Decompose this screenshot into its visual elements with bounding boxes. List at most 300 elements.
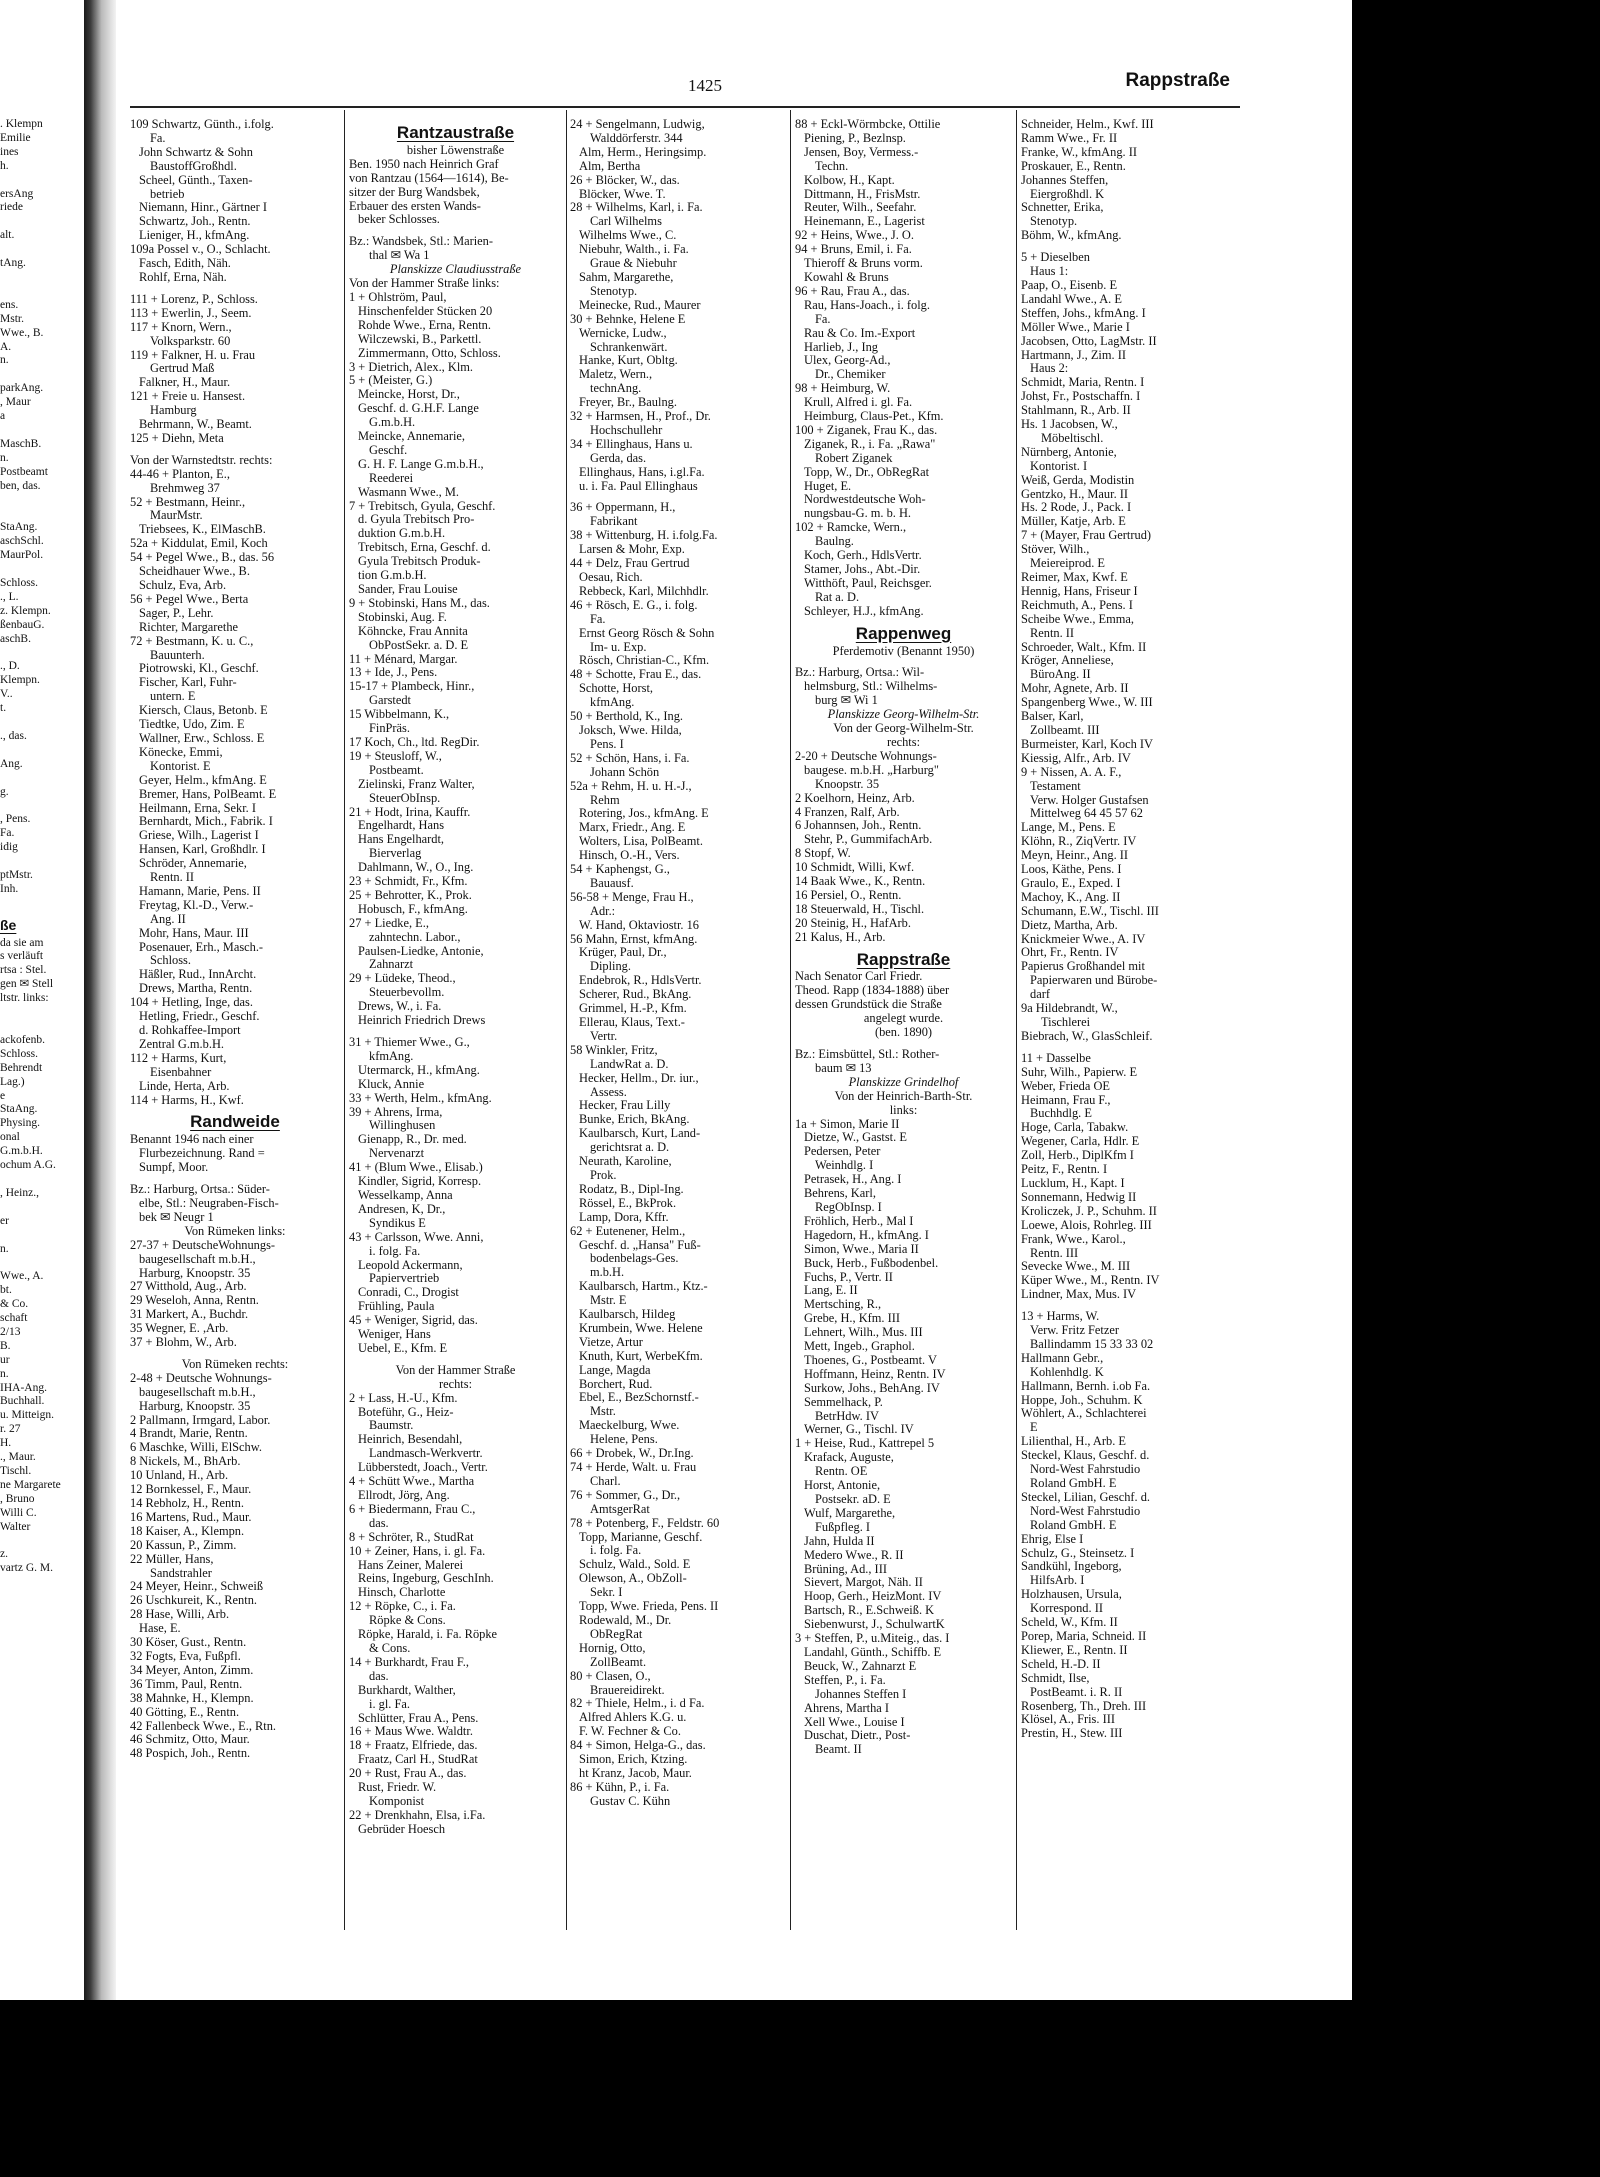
directory-entry-line: Huget, E. [804,479,852,493]
directory-entry-line: Müller, Katje, Arb. E [1021,515,1126,529]
directory-entry-line: u. i. Fa. Paul Ellinghaus [579,479,698,493]
directory-entry-line: 82 + Thiele, Helm., i. d Fa. [570,1697,705,1711]
directory-entry-line: baugesellschaft m.b.H., [139,1252,256,1266]
directory-entry-line: Mett, Ingeb., Graphol. [804,1340,915,1354]
directory-entry-line: Hecker, Hellm., Dr. iur., [579,1071,699,1085]
directory-entry-line: 76 + Sommer, G., Dr., [570,1488,681,1502]
directory-entry-line: Postbeamt. [369,763,424,777]
directory-entry-line: ur [0,1353,10,1366]
directory-entry-line: Schwartz, Joh., Rentn. [139,215,251,229]
directory-entry-line [0,424,82,438]
directory-entry-line: Kiessig, Alfr., Arb. IV [1021,751,1131,765]
directory-entry-line: 16 + Maus Wwe. Waldtr. [349,1725,473,1739]
directory-entry-line: 32 Fogts, Eva, Fußpfl. [130,1649,241,1663]
directory-entry-line: Frank, Wwe., Karol., [1021,1232,1126,1246]
directory-entry-line: Fa. [590,612,606,626]
directory-entry-line: Von der Hammer Straße [395,1363,516,1377]
header-rule [130,106,1240,108]
directory-entry-line: Rösch, Christian-C., Kfm. [579,654,710,668]
directory-entry-line: Horst, Antonie, [804,1479,881,1493]
directory-entry-line: Bartsch, R., E.Schweiß. K [804,1604,935,1618]
directory-entry-line: Joksch, Wwe. Hilda, [579,723,682,737]
directory-entry-line: 6 Maschke, Willi, ElSchw. [130,1441,262,1455]
directory-entry-line: Griese, Wilh., Lagerist I [139,829,259,843]
directory-entry-line [0,215,82,229]
directory-entry-line: 109a Possel v., O., Schlacht. [130,243,271,257]
directory-entry-line: Möbeltischl. [1041,431,1104,445]
directory-entry-line: Verw. Holger Gustafsen [1030,793,1149,807]
directory-entry-line: Pens. I [590,737,624,751]
directory-entry-line: Rau & Co. Im.-Export [804,326,916,340]
directory-entry-line: 39 + Ahrens, Irma, [349,1105,443,1119]
directory-entry-line: Spangenberg Wwe., W. III [1021,696,1153,710]
directory-entry-line: Loos, Käthe, Pens. I [1021,863,1122,877]
directory-entry-line: Kroliczek, J. P., Schuhm. II [1021,1204,1157,1218]
directory-entry-line: 9 + Stobinski, Hans M., das. [349,596,490,610]
directory-entry-line: Ernst Georg Rösch & Sohn [579,626,715,640]
directory-entry-line: 1a + Simon, Marie II [795,1117,900,1131]
directory-entry-line: Rotering, Jos., kfmAng. E [579,807,709,821]
directory-entry-line: Hoffmann, Heinz, Rentn. IV [804,1367,946,1381]
directory-entry-line: Papierus Großhandel mit [1021,960,1145,974]
directory-entry-line: Kindler, Sigrid, Korresp. [358,1175,482,1189]
directory-entry-line: V.. [0,688,13,701]
directory-entry-line: 16 Martens, Rud., Maur. [130,1510,252,1524]
directory-entry-line: Wwe., A. [0,1270,44,1283]
directory-entry-line: technAng. [590,382,642,396]
directory-entry-line: ., D. [0,660,20,673]
directory-entry-line: Boteführ, G., Heiz- [358,1405,454,1419]
directory-entry-line: Scheibe Wwe., Emma, [1021,612,1134,626]
directory-entry-line: Schloss. [150,954,191,968]
directory-entry-line: ersAng [0,187,34,200]
directory-entry-line: Lag.) [0,1075,25,1088]
directory-entry-line: 28 + Wilhelms, Karl, i. Fa. [570,201,703,215]
directory-entry-line: Nord-West Fahrstudio [1030,1504,1141,1518]
directory-entry-line: W. Hand, Oktaviostr. 16 [579,918,699,932]
directory-entry-line: 4 Brandt, Marie, Rentn. [130,1427,248,1441]
directory-entry-line: Rodatz, B., Dipl-Ing. [579,1182,684,1196]
directory-entry-line: links: [889,1103,918,1117]
directory-entry-line: 38 Mahnke, H., Klempn. [130,1691,254,1705]
directory-entry-line [0,855,82,869]
directory-entry-line: 50 + Berthold, K., Ing. [570,710,683,724]
directory-entry-line: Rau, Hans-Joach., i. folg. [804,298,930,312]
directory-entry-line: Larsen & Mohr, Exp. [579,543,685,557]
directory-entry-line: darf [1030,988,1050,1002]
directory-entry-line: von Rantzau (1564—1614), Be- [349,171,509,185]
directory-entry-line: Landmasch-Werkvertr. [369,1447,483,1461]
directory-entry-line: Schulz, G., Steinsetz. I [1021,1546,1135,1560]
directory-entry-line: Bernhardt, Mich., Fabrik. I [139,815,273,829]
directory-entry-line: 112 + Harms, Kurt, [130,1051,227,1065]
directory-entry-line: 66 + Drobek, W., Dr.Ing. [570,1447,694,1461]
directory-entry-line: 30 Köser, Gust., Rentn. [130,1636,247,1650]
directory-entry-line: Kowahl & Bruns [804,270,889,284]
directory-entry-line: Röpke, Harald, i. Fa. Röpke [358,1628,498,1642]
directory-entry-line: Hagedorn, H., kfmAng. I [804,1228,929,1242]
directory-entry-line [0,285,82,299]
directory-entry-line: 2 Pallmann, Irmgard, Labor. [130,1413,271,1427]
directory-entry-line: Syndikus E [369,1216,426,1230]
directory-entry-line: Kontorist. I [1030,459,1088,473]
directory-entry-line: 31 + Thiemer Wwe., G., [349,1036,470,1049]
directory-entry-line: Andresen, K, Dr., [358,1202,446,1216]
directory-entry-line: Porep, Maria, Schneid. II [1021,1629,1147,1643]
directory-entry-line: 58 Winkler, Fritz, [570,1043,658,1057]
directory-entry-line: Mstr. E [590,1294,627,1308]
directory-entry-line: Duschat, Dietr., Post- [804,1729,911,1743]
directory-entry-line: Kliewer, E., Rentn. II [1021,1643,1128,1657]
directory-entry-line: Hochschullehr [590,423,663,437]
directory-entry-line: Nord-West Fahrstudio [1030,1463,1141,1477]
directory-entry-line: BüroAng. II [1030,668,1091,682]
directory-entry-line: Reuter, Wilh., Seefahr. [804,201,917,215]
directory-entry-line: Theod. Rapp (1834-1888) über [795,984,950,998]
directory-entry-line: Oesau, Rich. [579,571,643,584]
directory-entry-line: Ahrens, Martha I [804,1701,889,1715]
left-page-margin-column [0,118,82,1576]
directory-entry-line: Lucklum, H., Kapt. I [1021,1176,1125,1190]
directory-entry-line: Hartmann, J., Zim. II [1021,348,1126,362]
directory-entry-line: Fa. [150,131,166,145]
directory-entry-line: Zollbeamt. III [1030,723,1100,737]
directory-entry-line: Bauunterh. [150,648,205,662]
directory-entry-line: Korrespond. II [1030,1602,1103,1616]
directory-entry-line: Haus 2: [1030,362,1069,376]
directory-entry-line: Kaulbarsch, Hildeg [579,1308,676,1322]
directory-entry-line: n. [0,354,9,367]
directory-entry-line: 46 + Rösch, E. G., i. folg. [570,598,698,612]
directory-entry-line: 84 + Simon, Helga-G., das. [570,1739,706,1753]
directory-entry-line: gerichtsrat a. D. [590,1141,670,1155]
directory-entry-line: Reichmuth, A., Pens. I [1021,598,1133,612]
directory-entry-line: Köhncke, Frau Annita [358,624,468,638]
directory-entry-line [0,1535,82,1549]
directory-entry-line: Mstr. [0,312,24,325]
directory-entry-line: gen ✉ Stell [0,978,54,991]
directory-entry-line: Fa. [815,312,831,326]
directory-entry-line: h. [0,159,9,172]
directory-entry-line: rechts: [438,1377,473,1391]
directory-entry-line: ochum A.G. [0,1159,56,1172]
directory-entry-line: Scheld, W., Kfm. II [1021,1616,1118,1630]
street-heading: Rappenweg [855,623,952,643]
directory-entry-line: Beamt. II [815,1743,862,1757]
directory-entry-line: 100 + Ziganek, Frau K., das. [795,423,938,437]
directory-entry-line: Zentral G.m.b.H. [139,1037,224,1051]
directory-entry-line: 33 + Werth, Helm., kfmAng. [349,1091,492,1105]
directory-entry-line: Rohlf, Erna, Näh. [139,270,227,284]
directory-entry-line: Buchhall. [0,1395,45,1408]
directory-entry-line: i. folg. Fa. [369,1244,421,1258]
directory-entry-line: Ulex, Georg-Ad., [804,354,891,368]
directory-entry-line: Behrmann, W., Beamt. [139,418,252,432]
directory-entry-line: Komponist [369,1794,425,1808]
directory-entry-line: Rentn. II [1030,626,1075,640]
directory-entry-line: Topp, Marianne, Geschf. [579,1530,703,1544]
directory-entry-line: Schröder, Annemarie, [139,857,247,871]
directory-entry-line: Vertr. [590,1029,618,1043]
directory-entry-line: Sahm, Margarethe, [579,270,674,284]
directory-entry-line: 92 + Heins, Wwe., J. O. [795,229,914,243]
directory-entry-line: 2 Koelhorn, Heinz, Arb. [795,791,915,805]
directory-entry-line: Stamer, Johs., Abt.-Dir. [804,563,921,576]
directory-entry-line: Wulf, Margarethe, [804,1506,896,1520]
directory-entry-line: bisher Löwenstraße [406,143,505,157]
directory-entry-line: 13 + Harms, W. [1021,1310,1100,1324]
directory-entry-line: ßenbauG. [0,618,45,631]
directory-entry-line: 74 + Herde, Walt. u. Frau [570,1461,697,1474]
directory-entry-line: 80 + Clasen, O., [570,1669,651,1683]
directory-entry-line: Hallmann, Bernh. i.ob Fa. [1021,1379,1151,1393]
directory-entry-line: Ohrt, Fr., Rentn. IV [1021,946,1119,960]
directory-entry-line: 102 + Ramcke, Wern., [795,521,907,535]
directory-entry-line: Peitz, F., Rentn. I [1021,1163,1108,1177]
directory-entry-line: ., das. [0,729,27,742]
directory-entry-line: Krüger, Paul, Dr., [579,946,667,960]
directory-entry-line: Fuchs, P., Vertr. II [804,1270,893,1284]
directory-entry-line: 20 Steinig, H., HafArb. [795,916,911,930]
directory-entry-line: 30 + Behnke, Helene E [570,312,686,326]
directory-entry-line: Werner, G., Tischl. IV [804,1423,914,1437]
directory-entry-line: bodenbelags-Ges. [590,1252,679,1266]
directory-entry-line: tion G.m.b.H. [358,569,427,583]
directory-entry-line: Haus 1: [1030,265,1069,279]
directory-entry-line: Kaulbarsch, Kurt, Land- [579,1127,701,1141]
directory-entry-line [0,1006,82,1020]
directory-entry-line: 28 Hase, Willi, Arb. [130,1608,230,1622]
directory-entry-line: 56-58 + Menge, Frau H., [570,890,694,904]
directory-entry-line: Nach Senator Carl Friedr. [795,970,923,984]
directory-entry-line: 52 + Bestmann, Heinr., [130,495,246,509]
scan-black-border-bottom [0,2000,1360,2177]
directory-entry-line: Brüning, Ad., III [804,1562,887,1576]
directory-entry-line: 27 + Liedke, E., [349,916,429,930]
directory-entry-line: Meinecke, Rud., Maurer [579,298,701,312]
directory-entry-line: 4 Franzen, Ralf, Arb. [795,805,900,819]
directory-entry-line: Utermarck, H., kfmAng. [358,1063,480,1077]
directory-entry-line: Wolters, Lisa, PolBeamt. [579,835,703,849]
directory-entry-line: 46 Schmitz, Otto, Maur. [130,1733,250,1747]
directory-entry-line: Frühling, Paula [358,1300,435,1314]
directory-entry-line: 7 + (Mayer, Frau Gertrud) [1021,529,1152,543]
directory-entry-line: Küper Wwe., M., Rentn. IV [1021,1274,1160,1288]
directory-entry-line: ptMstr. [0,868,33,881]
directory-entry-line: da sie am [0,936,44,949]
directory-entry-line: Baumstr. [369,1419,414,1433]
directory-entry-line: Weinhdlg. I [815,1159,874,1173]
directory-entry-line: Borchert, Rud. [579,1377,653,1391]
directory-entry-line: Stöver, Wilh., [1021,543,1090,557]
directory-entry-line: Klempn. [0,674,40,687]
directory-entry-line: 18 Kaiser, A., Klempn. [130,1524,245,1538]
directory-entry-line: Schneider, Helm., Kwf. III [1021,118,1154,131]
directory-entry-line: 36 + Oppermann, H., [570,501,676,515]
directory-column-3 [570,118,786,1809]
directory-entry-line: Fischer, Karl, Fuhr- [139,676,237,690]
directory-entry-line: Roland GmbH. E [1030,1518,1117,1532]
directory-entry-line: Willinghusen [369,1119,436,1133]
directory-entry-line: Nürnberg, Antonie, [1021,445,1117,459]
directory-entry-line: 13 + Ide, J., Pens. [349,666,438,680]
directory-entry-line: Sievert, Margot, Näh. II [804,1576,923,1590]
directory-entry-line: Baulng. [815,535,854,549]
directory-entry-line: Harburg, Knoopstr. 35 [139,1266,251,1280]
directory-entry-line: Bierverlag [369,847,422,861]
directory-entry-line: Brehmweg 37 [150,481,220,495]
directory-entry-line: 44 + Delz, Frau Gertrud [570,557,690,571]
directory-entry-line: Rebbeck, Karl, Milchhdlr. [579,584,709,598]
directory-entry-line: Proskauer, E., Rentn. [1021,159,1126,173]
directory-entry-line: betrieb [150,187,185,201]
directory-entry-line: s verläuft [0,950,44,963]
directory-entry-line: Graulo, E., Exped. I [1021,876,1121,890]
directory-entry-line: Bunke, Erich, BkAng. [579,1113,690,1127]
directory-entry-line: 2-20 + Deutsche Wohnungs- [795,749,937,763]
directory-entry-line: n. [0,451,9,464]
directory-entry-line: 117 + Knorn, Wern., [130,320,232,334]
directory-entry-line: Heimann, Frau F., [1021,1093,1111,1107]
directory-entry-line: ines [0,145,19,158]
directory-entry-line: Garstedt [369,694,411,708]
directory-entry-line: Zielinski, Franz Walter, [358,777,475,791]
directory-entry-line [0,243,82,257]
directory-entry-line: Gyula Trebitsch Produk- [358,555,481,569]
directory-entry-line: Schotte, Horst, [579,682,653,696]
directory-entry-line: Lilienthal, H., Arb. E [1021,1435,1126,1449]
directory-entry-line [0,1256,82,1270]
directory-entry-line: Robert Ziganek [815,451,893,465]
directory-entry-line: Ballindamm 15 33 33 02 [1030,1337,1154,1351]
directory-entry-line: Biebrach, W., GlasSchleif. [1021,1029,1153,1043]
directory-entry-line: Gienapp, R., Dr. med. [358,1133,467,1147]
directory-entry-line: HilfsArb. I [1030,1574,1085,1588]
column-rule-2 [566,110,567,1930]
directory-entry-line: Bremer, Hans, PolBeamt. E [139,787,277,801]
directory-entry-line: Willi C. [0,1506,37,1519]
directory-entry-line: Geschf. d. G.H.F. Lange [358,402,479,416]
book-gutter-shadow [84,0,116,2000]
directory-entry-line: 86 + Kühn, P., i. Fa. [570,1780,670,1794]
directory-entry-line: Böhm, W., kfmAng. [1021,229,1122,243]
directory-entry-line: Postsekr. aD. E [815,1493,891,1506]
directory-entry-line: Grimmel, H.-P., Kfm. [579,1002,687,1016]
directory-entry-line: Rehm [590,793,620,807]
directory-entry-line [0,271,82,285]
directory-column-1 [130,118,340,1761]
directory-entry-line: 25 + Behrotter, K., Prok. [349,888,472,902]
directory-entry-line: Marx, Friedr., Ang. E [579,821,686,835]
directory-entry-line: Geschf. d. „Hansa" Fuß- [579,1238,701,1252]
directory-entry-line: StaAng. [0,521,38,534]
directory-entry-line: sitzer der Burg Wandsbek, [349,185,480,199]
directory-entry-line: Sevecke Wwe., M. III [1021,1260,1131,1274]
directory-entry-line: Hanke, Kurt, Obltg. [579,354,678,368]
directory-entry-line: Schulz, Wald., Sold. E [579,1558,691,1572]
directory-entry-line: 18 Steuerwald, H., Tischl. [795,902,925,916]
directory-entry-line: Lamp, Dora, Kffr. [579,1210,669,1224]
directory-entry-line: Schleyer, H.J., kfmAng. [804,604,924,618]
directory-entry-line: Klösel, A., Fris. III [1021,1713,1115,1727]
directory-entry-line: ., Maur. [0,1451,36,1464]
directory-entry-line: 11 + Ménard, Margar. [349,652,458,666]
directory-entry-line: SteuerObInsp. [369,791,441,805]
directory-entry-line: Fröhlich, Herb., Mal I [804,1214,914,1228]
directory-entry-line: Rosenberg, Th., Dreh. III [1021,1699,1147,1713]
directory-entry-line: a [0,410,6,423]
directory-entry-line: Hinsch, Charlotte [358,1586,446,1600]
directory-entry-line: Reimer, Max, Kwf. E [1021,571,1128,584]
directory-entry-line: Trebitsch, Erna, Geschf. d. [358,541,491,555]
directory-entry-line: 9 + Nissen, A. A. F., [1021,765,1122,779]
directory-entry-line: 35 Wegner, E. ,Arb. [130,1322,229,1336]
directory-entry-line: Sandstrahler [150,1566,212,1580]
directory-entry-line: Medero Wwe., R. II [804,1548,904,1562]
directory-entry-line: i. folg. Fa. [590,1544,642,1558]
directory-entry-line: Erbauer des ersten Wands- [349,199,481,213]
directory-entry-line: onal [0,1131,20,1144]
directory-entry-line: Schrankenwärt. [590,340,668,354]
directory-entry-line: 36 Timm, Paul, Rentn. [130,1677,243,1691]
directory-entry-line: Rodewald, M., Dr. [579,1613,672,1627]
directory-entry-line: AmtsgerRat [590,1502,650,1516]
directory-entry-line: 119 + Falkner, H. u. Frau [130,348,256,362]
directory-entry-line: Triebsees, K., ElMaschB. [139,523,266,537]
directory-entry-line: Loewe, Alois, Rohrleg. III [1021,1218,1152,1232]
directory-entry-line: LandwRat a. D. [590,1057,669,1071]
directory-entry-line: Thieroff & Bruns vorm. [804,257,923,271]
directory-entry-line: 52 + Schön, Hans, i. Fa. [570,751,690,765]
directory-entry-line: 14 Rebholz, H., Rentn. [130,1497,244,1510]
directory-entry-line: Wernicke, Ludw., [579,326,667,340]
directory-entry-line: 1 + Ohlström, Paul, [349,290,447,304]
directory-entry-line: z. [0,1548,8,1561]
directory-entry-line: Dietze, W., Gastst. E [804,1131,907,1145]
directory-entry-line: Suhr, Wilh., Papierw. E [1021,1065,1138,1079]
page-number: 1425 [688,76,722,95]
directory-entry-line: angelegt wurde. [863,1012,944,1026]
directory-entry-line: Balser, Karl, [1021,710,1084,724]
directory-entry-line: Wasmann Wwe., M. [358,485,459,499]
directory-entry-line: F. W. Fechner & Co. [579,1725,681,1739]
directory-entry-line: Johannes Steffen I [815,1687,907,1701]
directory-entry-line: Fasch, Edith, Näh. [139,257,231,271]
directory-entry-line: Kröger, Anneliese, [1021,654,1114,668]
directory-column-4 [795,118,1012,1757]
directory-entry-line: 8 Stopf, W. [795,847,851,861]
directory-entry-line: 37 + Blohm, W., Arb. [130,1336,237,1350]
directory-entry-line: Johst, Fr., Postschaffn. I [1021,390,1141,404]
directory-entry-line: Simon, Erich, Ktzing. [579,1753,688,1767]
directory-entry-line: Heinrich, Besendahl, [358,1433,463,1447]
directory-entry-line: Surkow, Johs., BehAng. IV [804,1381,940,1395]
directory-entry-line: Steckel, Klaus, Geschf. d. [1021,1449,1150,1463]
directory-entry-line: , Maur [0,396,31,409]
directory-entry-line: MaurMstr. [150,509,203,523]
directory-entry-line: Stehr, P., GummifachArb. [804,833,933,847]
directory-entry-line: Zoll, Herb., DiplKfm I [1021,1149,1134,1163]
directory-entry-line: Mertsching, R., [804,1298,882,1312]
directory-entry-line: 4 + Schütt Wwe., Martha [349,1475,475,1489]
directory-entry-line: Carl Wilhelms [590,215,662,229]
directory-entry-line: Topp, W., Dr., ObRegRat [804,465,930,479]
directory-entry-line: duktion G.m.b.H. [358,527,446,541]
directory-entry-line: Meincke, Annemarie, [358,430,466,444]
directory-entry-line: Ang. II [150,912,186,926]
directory-entry-line: Behrendt [0,1061,43,1074]
directory-entry-line: 72 + Bestmann, K. u. C., [130,634,254,648]
